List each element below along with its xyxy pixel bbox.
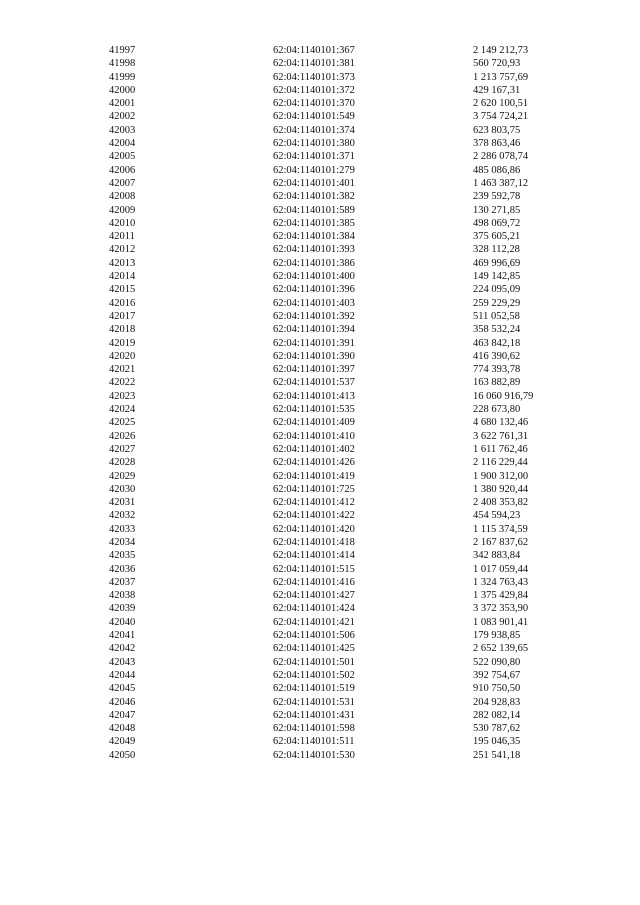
row-number: 42017: [109, 310, 136, 322]
table-row: [109, 164, 583, 177]
cadastral-value: 16 060 916,79: [473, 390, 534, 402]
cadastral-value: 3 622 761,31: [473, 430, 529, 442]
cadastral-number: 62:04:1140101:384: [273, 231, 355, 243]
cadastral-value: 1 611 762,46: [473, 443, 528, 455]
cadastral-number: 62:04:1140101:402: [273, 443, 355, 455]
table-row: [109, 71, 583, 84]
cadastral-value: 623 803,75: [473, 124, 521, 136]
cadastral-number: 62:04:1140101:413: [273, 390, 355, 402]
row-number: 42027: [109, 443, 136, 455]
cadastral-number: 62:04:1140101:725: [273, 483, 355, 495]
row-number: 42043: [109, 656, 136, 668]
table-row: [109, 137, 583, 150]
cadastral-number: 62:04:1140101:279: [273, 164, 355, 176]
row-number: 42002: [109, 111, 136, 123]
row-number: 42010: [109, 217, 136, 229]
cadastral-number: 62:04:1140101:431: [273, 709, 355, 721]
cadastral-number: 62:04:1140101:511: [273, 736, 355, 748]
cadastral-value: 1 380 920,44: [473, 483, 529, 495]
cadastral-number: 62:04:1140101:414: [273, 550, 355, 562]
row-number: 42042: [109, 643, 136, 655]
table-row: [109, 283, 583, 296]
row-number: 42040: [109, 616, 136, 628]
row-number: 42026: [109, 430, 136, 442]
table-row: [109, 669, 583, 682]
cadastral-value: 1 083 901,41: [473, 616, 529, 628]
row-number: 42029: [109, 470, 136, 482]
table-row: [109, 496, 583, 509]
cadastral-number: 62:04:1140101:400: [273, 271, 355, 283]
table-row: [109, 310, 583, 323]
table-row: [109, 230, 583, 243]
row-number: 42032: [109, 510, 136, 522]
table-row: [109, 297, 583, 310]
cadastral-value: 282 082,14: [473, 709, 521, 721]
cadastral-number: 62:04:1140101:421: [273, 616, 355, 628]
row-number: 42014: [109, 271, 136, 283]
row-number: 42033: [109, 523, 136, 535]
cadastral-number: 62:04:1140101:391: [273, 337, 355, 349]
table-row: [109, 190, 583, 203]
cadastral-value: 511 052,58: [473, 310, 520, 322]
table-row: [109, 735, 583, 748]
cadastral-value-table: [109, 44, 583, 762]
row-number: 42038: [109, 590, 136, 602]
cadastral-value: 259 229,29: [473, 297, 521, 309]
cadastral-number: 62:04:1140101:397: [273, 364, 355, 376]
table-row: [109, 44, 583, 57]
cadastral-value: 1 213 757,69: [473, 71, 529, 83]
table-row: [109, 84, 583, 97]
cadastral-number: 62:04:1140101:427: [273, 590, 355, 602]
cadastral-value: 530 787,62: [473, 723, 521, 735]
cadastral-value: 416 390,62: [473, 350, 521, 362]
row-number: 42034: [109, 536, 136, 548]
cadastral-value: 375 605,21: [473, 231, 521, 243]
table-row: [109, 536, 583, 549]
cadastral-number: 62:04:1140101:426: [273, 457, 355, 469]
row-number: 42023: [109, 390, 136, 402]
table-row: [109, 563, 583, 576]
table-row: [109, 270, 583, 283]
row-number: 42021: [109, 364, 136, 376]
table-row: [109, 323, 583, 336]
row-number: 42050: [109, 749, 136, 761]
table-row: [109, 430, 583, 443]
table-row: [109, 403, 583, 416]
row-number: 42041: [109, 630, 136, 642]
cadastral-value: 342 883,84: [473, 550, 521, 562]
cadastral-number: 62:04:1140101:409: [273, 417, 355, 429]
table-row: [109, 376, 583, 389]
row-number: 42007: [109, 177, 136, 189]
cadastral-number: 62:04:1140101:589: [273, 204, 355, 216]
cadastral-number: 62:04:1140101:373: [273, 71, 355, 83]
cadastral-number: 62:04:1140101:519: [273, 683, 355, 695]
table-row: [109, 337, 583, 350]
row-number: 42000: [109, 84, 136, 96]
table-row: [109, 97, 583, 110]
table-row: [109, 656, 583, 669]
cadastral-number: 62:04:1140101:380: [273, 138, 355, 150]
cadastral-value: 358 532,24: [473, 324, 521, 336]
row-number: 41998: [109, 58, 136, 70]
cadastral-value: 522 090,80: [473, 656, 521, 668]
row-number: 42016: [109, 297, 136, 309]
table-row: [109, 483, 583, 496]
cadastral-value: 1 115 374,59: [473, 523, 528, 535]
cadastral-value: 2 408 353,82: [473, 497, 529, 509]
row-number: 42024: [109, 404, 136, 416]
table-row: [109, 363, 583, 376]
cadastral-value: 454 594,23: [473, 510, 521, 522]
table-row: [109, 204, 583, 217]
row-number: 42049: [109, 736, 136, 748]
table-row: [109, 509, 583, 522]
table-row: [109, 124, 583, 137]
cadastral-value: 1 463 387,12: [473, 177, 529, 189]
cadastral-value: 429 167,31: [473, 84, 521, 96]
row-number: 42046: [109, 696, 136, 708]
cadastral-value: 2 286 078,74: [473, 151, 529, 163]
row-number: 42003: [109, 124, 136, 136]
row-number: 42005: [109, 151, 136, 163]
cadastral-value: 1 017 059,44: [473, 563, 529, 575]
row-number: 42020: [109, 350, 136, 362]
cadastral-number: 62:04:1140101:416: [273, 576, 355, 588]
cadastral-number: 62:04:1140101:549: [273, 111, 355, 123]
cadastral-value: 2 652 139,65: [473, 643, 529, 655]
table-row: [109, 416, 583, 429]
cadastral-number: 62:04:1140101:418: [273, 536, 355, 548]
table-row: [109, 110, 583, 123]
row-number: 42031: [109, 497, 136, 509]
cadastral-value: 163 882,89: [473, 377, 521, 389]
table-row: [109, 456, 583, 469]
table-row: [109, 722, 583, 735]
cadastral-value: 910 750,50: [473, 683, 521, 695]
row-number: 41997: [109, 45, 136, 56]
cadastral-value: 130 271,85: [473, 204, 521, 216]
cadastral-number: 62:04:1140101:502: [273, 669, 355, 681]
row-number: 42006: [109, 164, 136, 176]
cadastral-number: 62:04:1140101:537: [273, 377, 355, 389]
cadastral-value: 1 900 312,00: [473, 470, 529, 482]
cadastral-number: 62:04:1140101:401: [273, 177, 355, 189]
cadastral-value: 4 680 132,46: [473, 417, 529, 429]
row-number: 42008: [109, 191, 136, 203]
row-number: 42045: [109, 683, 136, 695]
table-row: [109, 749, 583, 762]
cadastral-number: 62:04:1140101:372: [273, 84, 355, 96]
table-row: [109, 642, 583, 655]
cadastral-number: 62:04:1140101:531: [273, 696, 355, 708]
cadastral-value: 392 754,67: [473, 669, 521, 681]
cadastral-value: 498 069,72: [473, 217, 521, 229]
table-row: [109, 576, 583, 589]
table-row: [109, 217, 583, 230]
cadastral-value: 204 928,83: [473, 696, 521, 708]
cadastral-number: 62:04:1140101:425: [273, 643, 355, 655]
cadastral-value: 1 324 763,43: [473, 576, 529, 588]
table-row: [109, 470, 583, 483]
cadastral-number: 62:04:1140101:393: [273, 244, 355, 256]
cadastral-value: 195 046,35: [473, 736, 521, 748]
cadastral-value: 224 095,09: [473, 284, 521, 296]
row-number: 42019: [109, 337, 136, 349]
table-row: [109, 709, 583, 722]
row-number: 42011: [109, 231, 135, 243]
table-row: [109, 57, 583, 70]
table-row: [109, 523, 583, 536]
cadastral-number: 62:04:1140101:374: [273, 124, 355, 136]
table-row: [109, 390, 583, 403]
row-number: 42030: [109, 483, 136, 495]
cadastral-value: 560 720,93: [473, 58, 521, 70]
cadastral-value: 251 541,18: [473, 749, 521, 761]
row-number: 42037: [109, 576, 136, 588]
table-row: [109, 150, 583, 163]
cadastral-value: 328 112,28: [473, 244, 520, 256]
cadastral-value: 469 996,69: [473, 257, 521, 269]
row-number: 42028: [109, 457, 136, 469]
table-body: [109, 44, 583, 762]
row-number: 42013: [109, 257, 136, 269]
cadastral-number: 62:04:1140101:506: [273, 630, 355, 642]
cadastral-number: 62:04:1140101:535: [273, 404, 355, 416]
cadastral-number: 62:04:1140101:392: [273, 310, 355, 322]
table-row: [109, 177, 583, 190]
cadastral-number: 62:04:1140101:390: [273, 350, 355, 362]
row-number: 42044: [109, 669, 136, 681]
cadastral-number: 62:04:1140101:530: [273, 749, 355, 761]
row-number: 42001: [109, 98, 136, 110]
table-row: [109, 350, 583, 363]
cadastral-number: 62:04:1140101:371: [273, 151, 355, 163]
row-number: 42048: [109, 723, 136, 735]
row-number: 42015: [109, 284, 136, 296]
cadastral-number: 62:04:1140101:412: [273, 497, 355, 509]
cadastral-number: 62:04:1140101:370: [273, 98, 355, 110]
row-number: 42036: [109, 563, 136, 575]
row-number: 42004: [109, 138, 136, 150]
cadastral-value: 485 086,86: [473, 164, 521, 176]
cadastral-number: 62:04:1140101:598: [273, 723, 355, 735]
row-number: 42025: [109, 417, 136, 429]
table-row: [109, 443, 583, 456]
cadastral-number: 62:04:1140101:381: [273, 58, 355, 70]
cadastral-value: 3 372 353,90: [473, 603, 529, 615]
cadastral-value: 149 142,85: [473, 271, 521, 283]
table-row: [109, 243, 583, 256]
cadastral-value: 2 167 837,62: [473, 536, 529, 548]
cadastral-number: 62:04:1140101:403: [273, 297, 355, 309]
cadastral-number: 62:04:1140101:420: [273, 523, 355, 535]
cadastral-value: 2 116 229,44: [473, 457, 528, 469]
table-row: [109, 682, 583, 695]
cadastral-number: 62:04:1140101:382: [273, 191, 355, 203]
cadastral-number: 62:04:1140101:386: [273, 257, 355, 269]
table-row: [109, 589, 583, 602]
cadastral-number: 62:04:1140101:394: [273, 324, 355, 336]
cadastral-number: 62:04:1140101:367: [273, 45, 355, 56]
table-row: [109, 616, 583, 629]
cadastral-value: 3 754 724,21: [473, 111, 529, 123]
cadastral-number: 62:04:1140101:515: [273, 563, 355, 575]
cadastral-value: 463 842,18: [473, 337, 521, 349]
cadastral-number: 62:04:1140101:501: [273, 656, 355, 668]
table-row: [109, 696, 583, 709]
cadastral-value: 239 592,78: [473, 191, 521, 203]
row-number: 41999: [109, 71, 136, 83]
cadastral-number: 62:04:1140101:424: [273, 603, 355, 615]
cadastral-value: 228 673,80: [473, 404, 521, 416]
table-row: [109, 549, 583, 562]
row-number: 42012: [109, 244, 136, 256]
cadastral-number: 62:04:1140101:396: [273, 284, 355, 296]
cadastral-number: 62:04:1140101:419: [273, 470, 355, 482]
row-number: 42018: [109, 324, 136, 336]
cadastral-value: 2 149 212,73: [473, 45, 529, 56]
row-number: 42039: [109, 603, 136, 615]
row-number: 42047: [109, 709, 136, 721]
table-row: [109, 629, 583, 642]
table-row: [109, 257, 583, 270]
cadastral-value: 2 620 100,51: [473, 98, 529, 110]
cadastral-number: 62:04:1140101:422: [273, 510, 355, 522]
row-number: 42009: [109, 204, 136, 216]
row-number: 42035: [109, 550, 136, 562]
table-row: [109, 602, 583, 615]
cadastral-value: 378 863,46: [473, 138, 521, 150]
row-number: 42022: [109, 377, 136, 389]
cadastral-number: 62:04:1140101:385: [273, 217, 355, 229]
cadastral-value: 1 375 429,84: [473, 590, 529, 602]
cadastral-number: 62:04:1140101:410: [273, 430, 355, 442]
cadastral-value: 774 393,78: [473, 364, 521, 376]
cadastral-value: 179 938,85: [473, 630, 521, 642]
